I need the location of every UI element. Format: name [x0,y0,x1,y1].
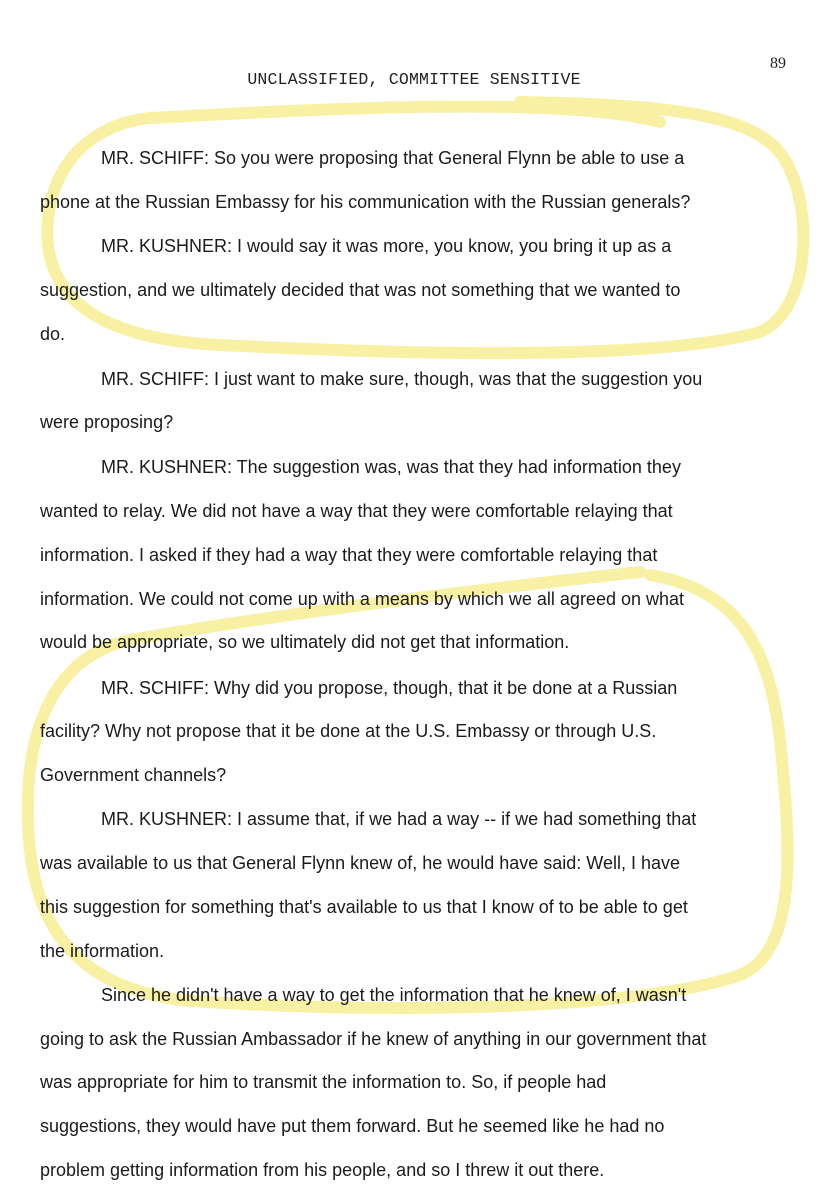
transcript-line: do. [40,324,66,344]
transcript-line: information. I asked if they had a way that they were comfortable relaying that [40,545,658,565]
transcript-line: MR. KUSHNER: I would say it was more, you know, you bring it up as a [101,236,672,256]
transcript-line: was available to us that General Flynn knew of, he would have said: Well, I have [40,853,681,873]
transcript-line: MR. SCHIFF: So you were proposing that General Flynn be able to use a [101,148,685,168]
transcript-line: MR. SCHIFF: Why did you propose, though, that it be done at a Russian [101,678,678,698]
transcript-line: MR. SCHIFF: I just want to make sure, though, was that the suggestion you [101,369,703,389]
highlight-loop-1 [47,102,803,353]
classification-header: UNCLASSIFIED, COMMITTEE SENSITIVE [247,70,581,89]
transcript-line: suggestion, and we ultimately decided that was not something that we wanted to [40,280,681,300]
transcript-line: suggestions, they would have put them forward. But he seemed like he had no [40,1116,665,1136]
transcript-line: Government channels? [40,765,227,785]
transcript-line: were proposing? [40,412,174,432]
transcript-line: the information. [40,941,165,961]
transcript-line: facility? Why not propose that it be done at the U.S. Embassy or through U.S. [40,721,657,741]
transcript-line: going to ask the Russian Ambassador if he knew of anything in our government that [40,1029,707,1049]
transcript-line: MR. KUSHNER: I assume that, if we had a way -- if we had something that [101,809,697,829]
transcript-line: information. We could not come up with a means by which we all agreed on what [40,589,685,609]
transcript-line: phone at the Russian Embassy for his communication with the Russian generals? [40,192,691,212]
transcript-line: this suggestion for something that's available to us that I know of to be able to get [40,897,688,917]
transcript-line: MR. KUSHNER: The suggestion was, was that they had information they [101,457,681,477]
transcript-line: wanted to relay. We did not have a way that they were comfortable relaying that [40,501,673,521]
transcript-line: problem getting information from his people, and so I threw it out there. [40,1160,605,1180]
page-number: 89 [770,55,786,72]
transcript-line: Since he didn't have a way to get the information that he knew of, I wasn't [101,985,687,1005]
transcript-line: was appropriate for him to transmit the information to. So, if people had [40,1072,607,1092]
transcript-line: would be appropriate, so we ultimately did not get that information. [40,632,570,652]
